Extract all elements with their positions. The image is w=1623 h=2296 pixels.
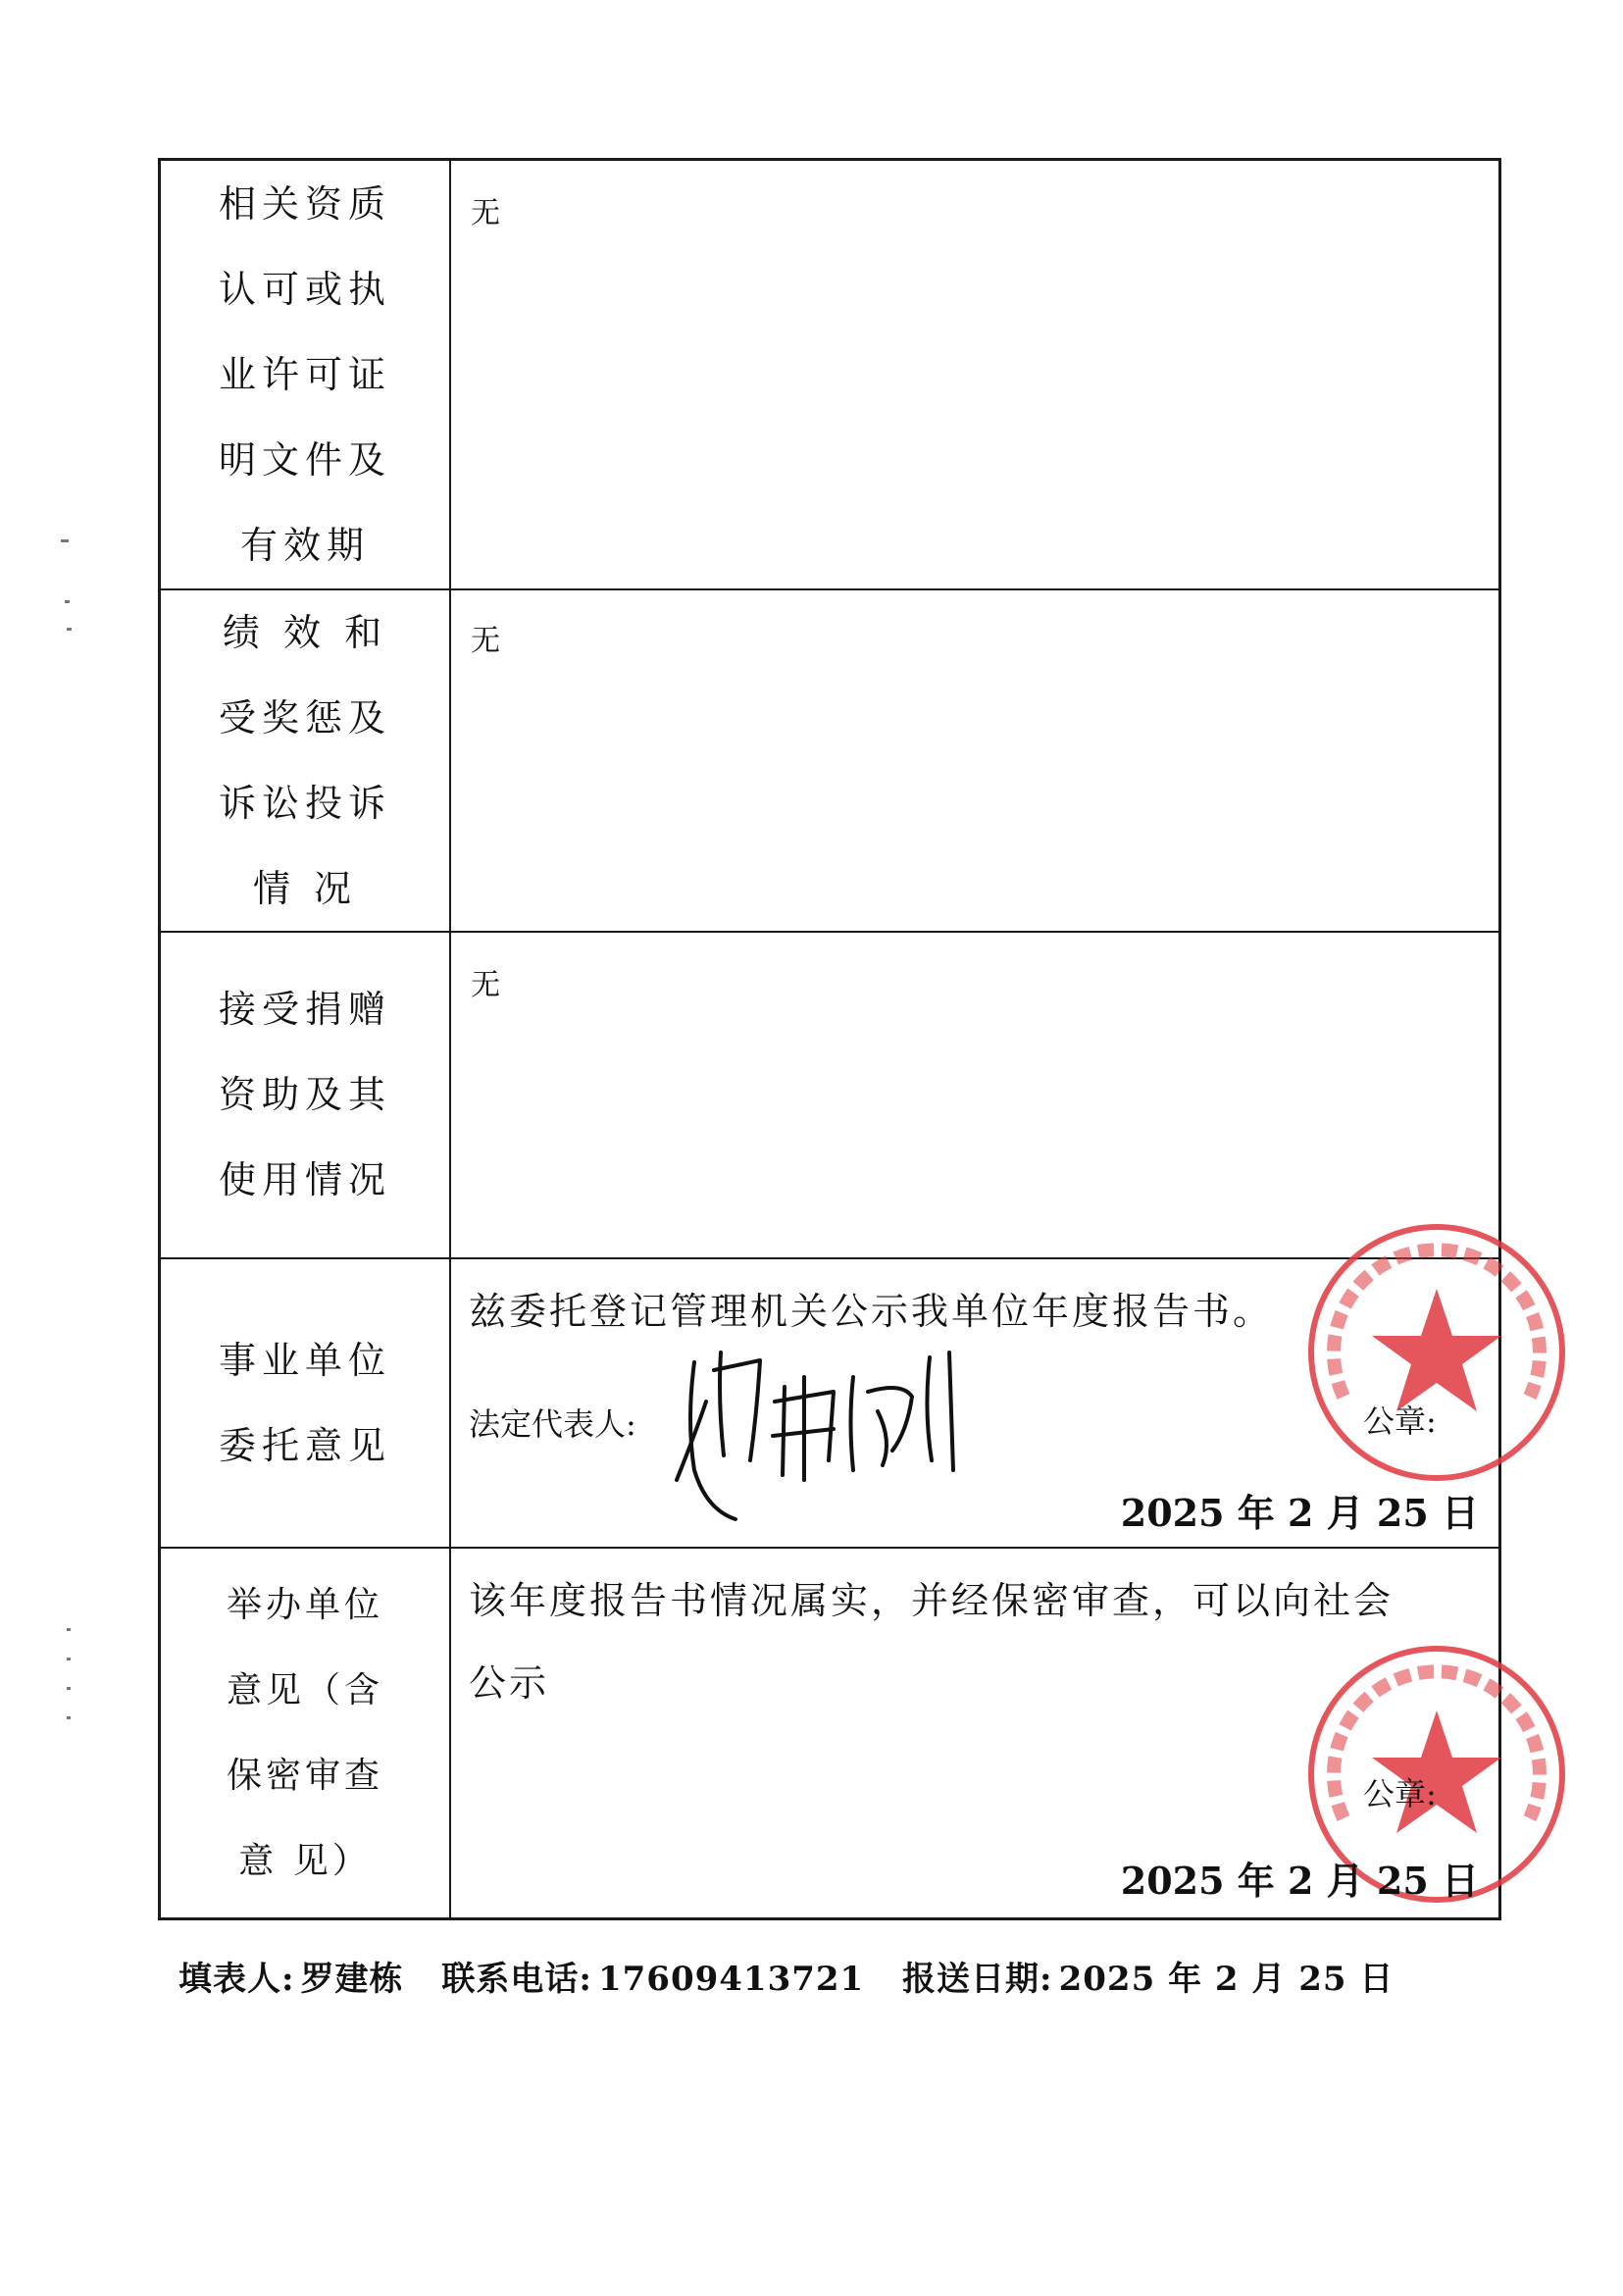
submit-date: 2025 年 2 月 25 日 bbox=[1058, 1960, 1395, 1999]
label-line: 业许可证 bbox=[218, 352, 391, 396]
row-content bbox=[451, 161, 1498, 588]
label-line: 认可或执 bbox=[218, 267, 391, 311]
signature bbox=[667, 1343, 971, 1529]
label-line: 资助及其 bbox=[218, 1073, 391, 1116]
filler-name: 罗建栋 bbox=[300, 1960, 404, 1999]
scan-mark bbox=[67, 1628, 71, 1631]
phone-number: 17609413721 bbox=[597, 1960, 865, 1999]
official-seal bbox=[1304, 1220, 1569, 1485]
sponsor-statement-line2: 公示 bbox=[469, 1661, 550, 1705]
sponsor-date: 2025 年 2 月 25 日 bbox=[1120, 1859, 1479, 1903]
scan-mark bbox=[67, 1658, 71, 1660]
row-value: 无 bbox=[471, 624, 500, 658]
row-label bbox=[161, 1259, 451, 1547]
table-row-donations bbox=[161, 933, 1498, 1259]
entrust-date: 2025 年 2 月 25 日 bbox=[1120, 1491, 1479, 1535]
table-row-entrust bbox=[161, 1259, 1498, 1549]
row-label bbox=[161, 161, 451, 588]
table-row-sponsor bbox=[161, 1549, 1498, 1917]
row-label bbox=[161, 933, 451, 1257]
label-line: 举办单位 bbox=[226, 1585, 383, 1625]
label-line: 保密审查 bbox=[226, 1756, 383, 1796]
phone-label: 联系电话: 17609413721 bbox=[441, 1960, 865, 1999]
table-row-performance bbox=[161, 590, 1498, 933]
row-label bbox=[161, 590, 451, 931]
scan-mark bbox=[67, 1716, 71, 1719]
seal-label: 公章: bbox=[1363, 1775, 1437, 1812]
row-label bbox=[161, 1549, 451, 1917]
submit-date-label: 报送日期: 2025 年 2 月 25 日 bbox=[902, 1960, 1395, 1999]
scan-mark bbox=[65, 600, 70, 603]
report-table bbox=[158, 158, 1501, 1920]
row-content bbox=[451, 1549, 1498, 1917]
sponsor-statement-line1: 该年度报告书情况属实，并经保密审查，可以向社会 bbox=[469, 1579, 1395, 1622]
label-line: 明文件及 bbox=[218, 437, 391, 482]
seal-label: 公章: bbox=[1363, 1403, 1437, 1440]
label-line: 诉讼投诉 bbox=[218, 781, 391, 825]
label-line: 委托意见 bbox=[218, 1423, 391, 1467]
scan-mark bbox=[67, 1687, 71, 1690]
label-line: 有效期 bbox=[239, 523, 370, 567]
label-line: 事业单位 bbox=[218, 1338, 391, 1382]
scan-mark bbox=[61, 539, 69, 542]
scan-mark bbox=[67, 628, 72, 631]
legal-rep-label: 法定代表人: bbox=[469, 1405, 636, 1443]
label-line: 相关资质 bbox=[218, 181, 391, 226]
table-row-qualification bbox=[161, 161, 1498, 590]
row-content bbox=[451, 933, 1498, 1257]
label-line: 使用情况 bbox=[218, 1158, 391, 1201]
row-value: 无 bbox=[471, 968, 500, 1002]
footer bbox=[178, 1952, 1419, 2000]
row-content bbox=[451, 590, 1498, 931]
label-line: 受奖惩及 bbox=[218, 695, 391, 740]
label-line: 意见（含 bbox=[226, 1670, 383, 1710]
label-line: 绩 效 和 bbox=[222, 610, 388, 654]
entrust-statement: 兹委托登记管理机关公示我单位年度报告书。 bbox=[469, 1290, 1274, 1333]
row-content bbox=[451, 1259, 1498, 1547]
label-line: 意 见） bbox=[238, 1841, 372, 1881]
row-value: 无 bbox=[471, 196, 500, 230]
filler-label: 填表人: 罗建栋 bbox=[178, 1960, 404, 1999]
label-line: 接受捐赠 bbox=[218, 988, 391, 1031]
label-line: 情 况 bbox=[252, 866, 358, 910]
